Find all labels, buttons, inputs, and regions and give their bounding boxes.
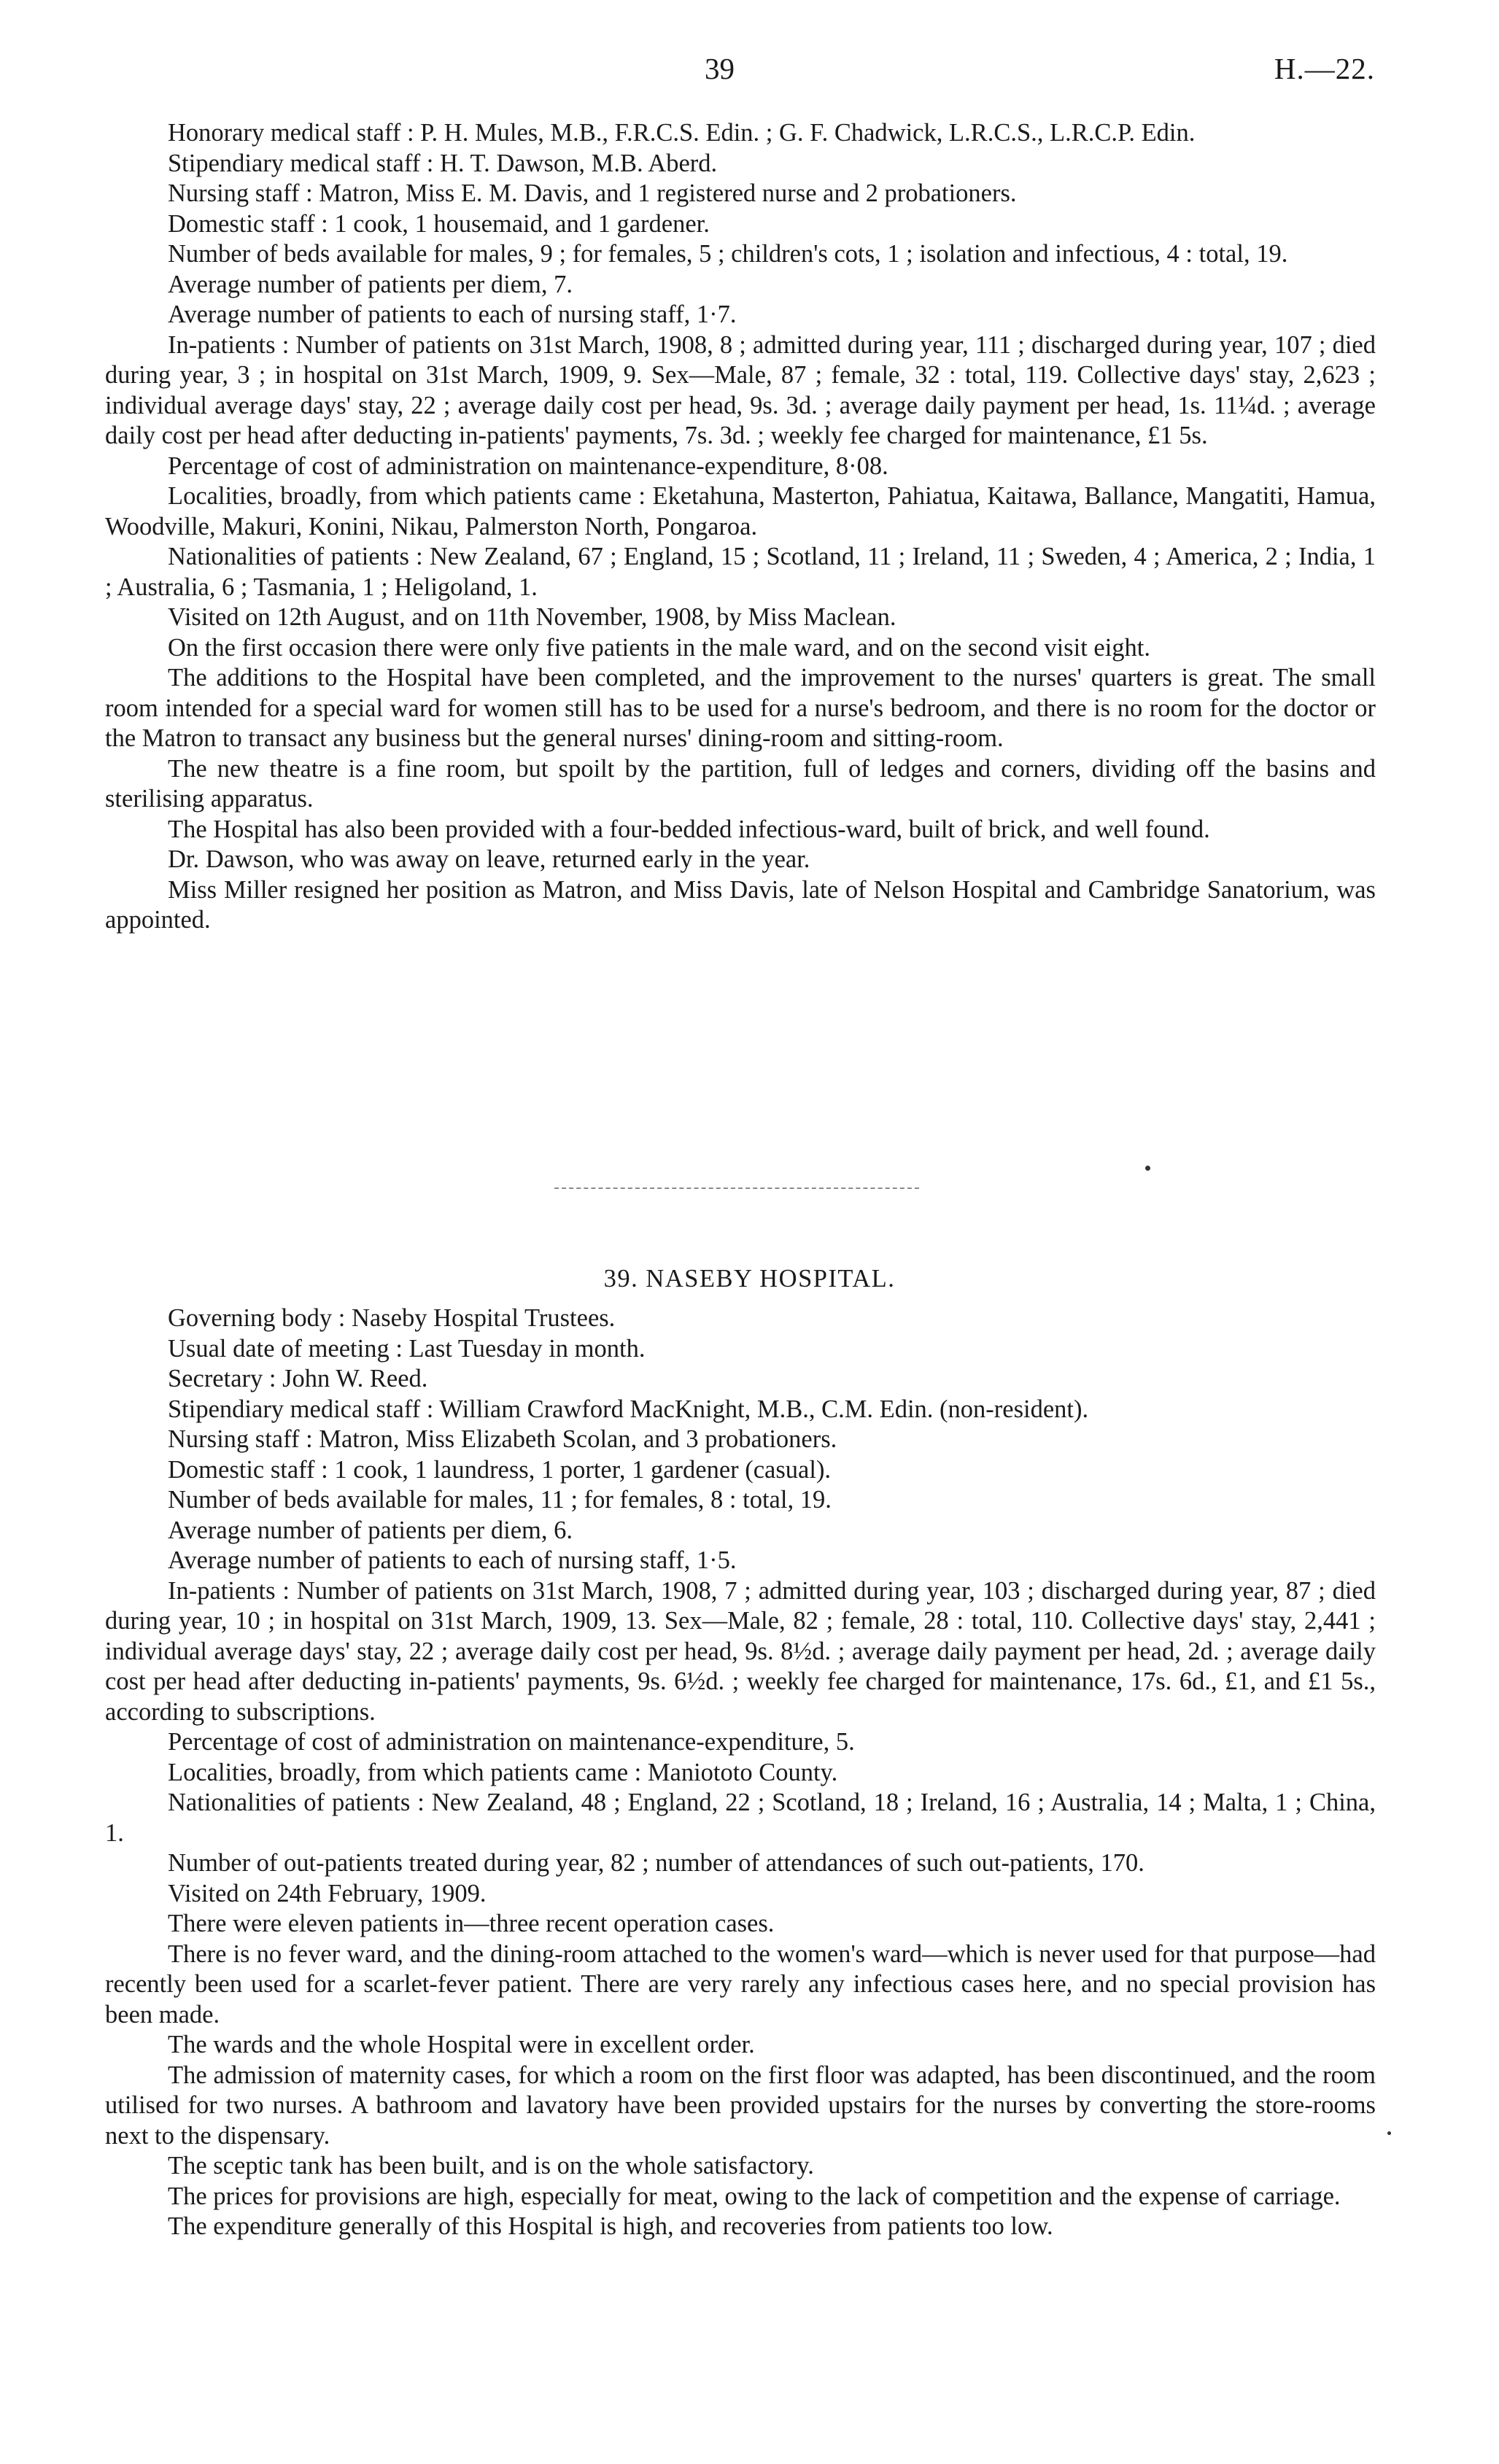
paragraph: Percentage of cost of administration on maintenance-expenditure, 8·08.	[168, 452, 888, 480]
ink-dot	[1145, 1166, 1150, 1171]
paragraph: In-patients : Number of patients on 31st March, 1908, 8 ; admitted during year, 111 ; discharged during year, 107 ; died during year, 3 ; in hospital on 31st March, 1909, 9. Sex—Male, 87 ; female, 32 : total, 119. Collective days' stay, 2,623 ; individual average days' stay, 22 ; average daily cost per head, 9s. 3d. ; average daily payment per head, 1s. 11¼d. ; average daily cost per head after deducting in-patients' payments, 7s. 3d. ; weekly fee charged for maintenance, £1 5s.	[105, 330, 1376, 449]
paragraph: Dr. Dawson, who was away on leave, returned early in the year.	[168, 845, 810, 873]
paragraph: Miss Miller resigned her position as Matron, and Miss Davis, late of Nelson Hospital and Cambridge Sanatorium, was appointed.	[105, 875, 1376, 934]
page-number: 39	[705, 52, 735, 85]
paragraph: Stipendiary medical staff : H. T. Dawson, M.B. Aberd.	[168, 149, 718, 177]
paragraph: Average number of patients to each of nursing staff, 1·5.	[168, 1546, 737, 1574]
paragraph: The admission of maternity cases, for which a room on the first floor was adapted, has been discontinued, and the room utilised for two nurses. A bathroom and lavatory have been provided upstairs for the nurses by converting the store-rooms next to the dispensary.	[105, 2061, 1376, 2150]
paragraph: Usual date of meeting : Last Tuesday in month.	[168, 1334, 646, 1363]
paragraph: Domestic staff : 1 cook, 1 laundress, 1 porter, 1 gardener (casual).	[168, 1455, 832, 1484]
paragraph: Number of beds available for males, 11 ; for females, 8 : total, 19.	[168, 1486, 832, 1514]
paragraph: Average number of patients per diem, 6.	[168, 1516, 573, 1544]
paragraph: Nationalities of patients : New Zealand, 67 ; England, 15 ; Scotland, 11 ; Ireland, 11 ; Sweden, 4 ; America, 2 ; India, 1 ; Australia, 6 ; Tasmania, 1 ; Heligoland, 1.	[105, 543, 1376, 601]
paragraph: Stipendiary medical staff : William Crawford MacKnight, M.B., C.M. Edin. (non-resident).	[168, 1395, 1089, 1423]
paragraph: Nursing staff : Matron, Miss E. M. Davis, and 1 registered nurse and 2 probationers.	[168, 179, 1017, 207]
paragraph: Localities, broadly, from which patients came : Maniototo County.	[168, 1758, 838, 1786]
section-title: 39. NASEBY HOSPITAL.	[603, 1265, 896, 1293]
paragraph: Governing body : Naseby Hospital Trustees.	[168, 1304, 616, 1332]
paragraph: Nursing staff : Matron, Miss Elizabeth Scolan, and 3 probationers.	[168, 1425, 837, 1453]
paragraph: Honorary medical staff : P. H. Mules, M.B., F.R.C.S. Edin. ; G. F. Chadwick, L.R.C.S., L.R.C.P. Edin.	[168, 119, 1196, 147]
paragraph: Nationalities of patients : New Zealand, 48 ; England, 22 ; Scotland, 18 ; Ireland, 16 ; Australia, 14 ; Malta, 1 ; China, 1.	[105, 1789, 1376, 1847]
paragraph: Visited on 12th August, and on 11th November, 1908, by Miss Maclean.	[168, 603, 896, 631]
paragraph: There were eleven patients in—three recent operation cases.	[168, 1910, 775, 1937]
paragraph: The expenditure generally of this Hospital is high, and recoveries from patients too low.	[168, 2212, 1053, 2240]
section-divider	[554, 1188, 919, 1189]
paragraph: The additions to the Hospital have been completed, and the improvement to the nurses' quarters is great. The small room intended for a special ward for women still has to be used for a nurse's bedroom, and there is no room for the doctor or the Matron to transact any business but the general nurses' dining-room and sitting-room.	[105, 664, 1376, 752]
paragraph: The prices for provisions are high, especially for meat, owing to the lack of competition and the expense of carriage.	[168, 2182, 1341, 2210]
paragraph: Percentage of cost of administration on maintenance-expenditure, 5.	[168, 1728, 855, 1756]
page-header	[0, 47, 1499, 90]
paragraph: On the first occasion there were only five patients in the male ward, and on the second visit eight.	[168, 633, 1151, 662]
paragraph: Average number of patients to each of nursing staff, 1·7.	[168, 301, 737, 328]
naseby-hospital-report	[105, 1303, 1376, 2242]
paragraph: Localities, broadly, from which patients came : Eketahuna, Masterton, Pahiatua, Kaitawa, Ballance, Mangatiti, Hamua, Woodville, Makuri, Konini, Nikau, Palmerston North, Pongaroa.	[105, 482, 1376, 541]
paragraph: Number of beds available for males, 9 ; for females, 5 ; children's cots, 1 ; isolation and infectious, 4 : total, 19.	[168, 240, 1288, 268]
paragraph: The sceptic tank has been built, and is on the whole satisfactory.	[168, 2152, 814, 2180]
paragraph: The wards and the whole Hospital were in excellent order.	[168, 2031, 755, 2058]
paragraph: The new theatre is a fine room, but spoilt by the partition, full of ledges and corners, dividing off the basins and sterilising apparatus.	[105, 754, 1376, 813]
paragraph: Visited on 24th February, 1909.	[168, 1879, 487, 1907]
paragraph: In-patients : Number of patients on 31st March, 1908, 7 ; admitted during year, 103 ; discharged during year, 87 ; died during year, 10 ; in hospital on 31st March, 1909, 13. Sex—Male, 82 ; female, 28 : total, 110. Collective days' stay, 2,441 ; individual average days' stay, 22 ; average daily cost per head, 9s. 8½d. ; average daily payment per head, 2d. ; average daily cost per head after deducting in-patients' payments, 9s. 6½d. ; weekly fee charged for maintenance, 17s. 6d., £1, and £1 5s., according to subscriptions.	[105, 1576, 1376, 1726]
paragraph: Average number of patients per diem, 7.	[168, 270, 573, 298]
paragraph: Number of out-patients treated during year, 82 ; number of attendances of such out-patients, 170.	[168, 1849, 1144, 1877]
document-reference: H.—22.	[1274, 52, 1375, 85]
paragraph: Domestic staff : 1 cook, 1 housemaid, and 1 gardener.	[168, 209, 710, 238]
paragraph: Secretary : John W. Reed.	[168, 1365, 428, 1392]
hospital-report-continued	[105, 118, 1376, 936]
paragraph: The Hospital has also been provided with a four-bedded infectious-ward, built of brick, and well found.	[168, 815, 1210, 843]
paragraph: There is no fever ward, and the dining-room attached to the women's ward—which is never used for that purpose—had recently been used for a scarlet-fever patient. There are very rarely any infectious cases here, and no special provision has been made.	[105, 1940, 1376, 2029]
ink-dot	[1387, 2131, 1391, 2135]
